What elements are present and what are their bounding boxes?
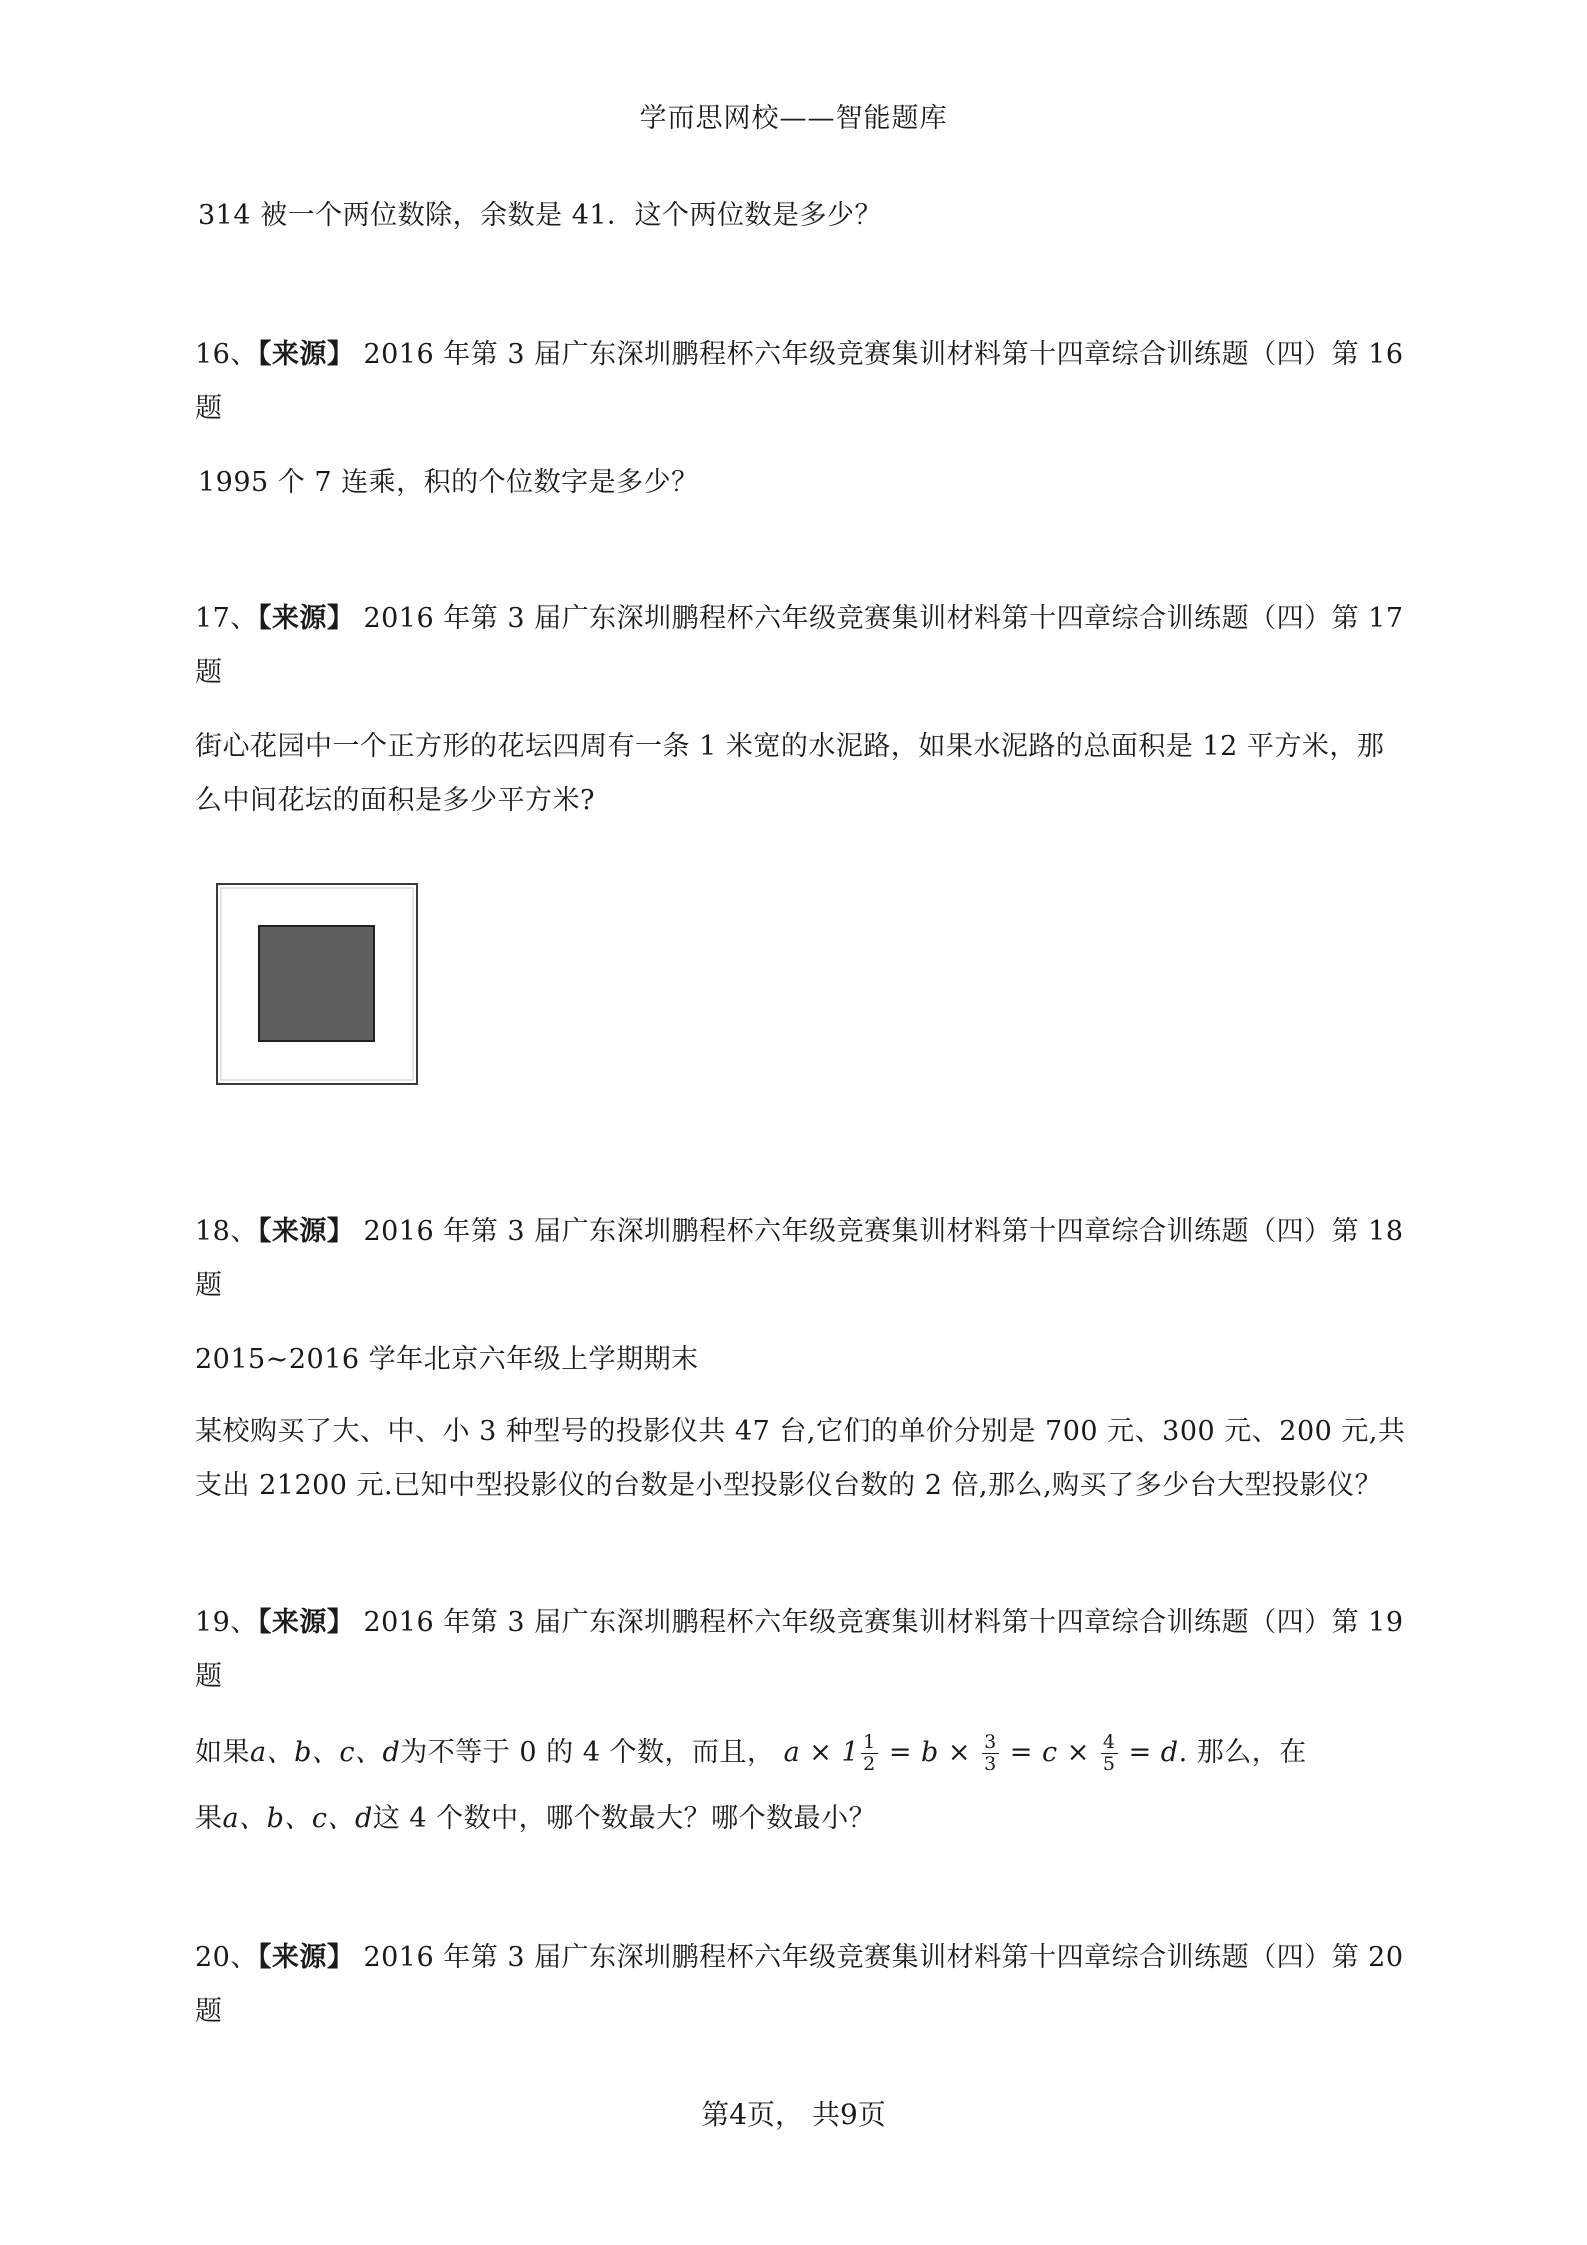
q19-fraction-1 xyxy=(861,1732,878,1775)
q20-number: 20、 xyxy=(195,1942,258,1973)
q16-source: 2016 年第 3 届广东深圳鹏程杯六年级竞赛集训材料第十四章综合训练题（四）第 16 xyxy=(354,339,1404,370)
q17-source-tag: 【来源】 xyxy=(257,603,355,634)
q19-eq-part-b: = b × xyxy=(879,1737,981,1768)
q18-text-line1: 某校购买了大、中、小 3 种型号的投影仪共 47 台,它们的单价分别是 700 元、300 元、200 元,共 xyxy=(195,1416,1406,1447)
q19-eq-part-a: a × 1 xyxy=(783,1737,860,1768)
q20-source: 2016 年第 3 届广东深圳鹏程杯六年级竞赛集训材料第十四章综合训练题（四）第 20 xyxy=(354,1942,1404,1973)
q19-variables: a、b、c、d xyxy=(250,1737,401,1768)
q19-eq-part-d: = d xyxy=(1119,1737,1179,1768)
q18-subtitle: 2015~2016 学年北京六年级上学期期末 xyxy=(195,1344,699,1375)
q19-fraction-3-numerator: 4 xyxy=(1102,1731,1116,1753)
q19-number: 19、 xyxy=(195,1607,258,1638)
q18-source: 2016 年第 3 届广东深圳鹏程杯六年级竞赛集训材料第十四章综合训练题（四）第 18 xyxy=(354,1216,1404,1247)
q19-fraction-2 xyxy=(982,1732,999,1775)
q19-fraction-2-numerator: 3 xyxy=(984,1731,997,1753)
q18-number: 18、 xyxy=(195,1216,258,1247)
q19-question: 这 4 个数中，哪个数最大？哪个数最小？ xyxy=(372,1803,877,1834)
q19-source-tag: 【来源】 xyxy=(257,1607,355,1638)
q20-source-tag: 【来源】 xyxy=(257,1942,355,1973)
q19-fraction-1-denominator: 2 xyxy=(863,1753,876,1775)
q19-text-then: . 那么，在 xyxy=(1178,1737,1307,1768)
q19-fraction-3-denominator: 5 xyxy=(1102,1753,1116,1775)
q19-eq-part-c: = c × xyxy=(1000,1737,1099,1768)
q19-text-line1 xyxy=(195,1730,1307,1775)
q17-source-end: 题 xyxy=(195,657,223,688)
q19-variables-repeat: a、b、c、d xyxy=(222,1803,373,1834)
q19-text-intro: 如果 xyxy=(195,1737,250,1768)
q19-text-condition: 为不等于 0 的 4 个数，而且， xyxy=(400,1737,775,1768)
q17-text-line2: 么中间花坛的面积是多少平方米? xyxy=(195,785,595,816)
q19-text-line2 xyxy=(195,1796,876,1835)
flower-bed-square xyxy=(259,926,374,1041)
page-header: 学而思网校——智能题库 xyxy=(639,103,948,134)
q16-source-line xyxy=(195,332,1404,371)
q17-source-line xyxy=(195,596,1404,635)
q19-text-line2-start: 果 xyxy=(195,1803,223,1834)
q18-text-line2: 支出 21200 元.已知中型投影仪的台数是小型投影仪台数的 2 倍,那么,购买了多少台大型投影仪？ xyxy=(195,1470,1383,1501)
q19-equation xyxy=(783,1731,1179,1775)
page-footer: 第4页， 共9页 xyxy=(701,2098,886,2131)
q16-source-tag: 【来源】 xyxy=(257,339,355,370)
q18-source-line xyxy=(195,1209,1404,1248)
q19-source: 2016 年第 3 届广东深圳鹏程杯六年级竞赛集训材料第十四章综合训练题（四）第 19 xyxy=(354,1607,1404,1638)
q16-source-end: 题 xyxy=(195,393,223,424)
q20-source-end: 题 xyxy=(195,1996,223,2027)
q19-fraction-1-numerator: 1 xyxy=(863,1731,876,1753)
q19-fraction-2-denominator: 3 xyxy=(984,1753,997,1775)
q18-source-tag: 【来源】 xyxy=(257,1216,355,1247)
q19-fraction-3 xyxy=(1101,1732,1118,1775)
q20-source-line xyxy=(195,1935,1404,1974)
q17-text-line1: 街心花园中一个正方形的花坛四周有一条 1 米宽的水泥路，如果水泥路的总面积是 12 平方米，那 xyxy=(195,731,1385,762)
q19-source-line xyxy=(195,1600,1404,1639)
q18-source-end: 题 xyxy=(195,1270,223,1301)
q17-source: 2016 年第 3 届广东深圳鹏程杯六年级竞赛集训材料第十四章综合训练题（四）第 17 xyxy=(354,603,1404,634)
q16-text: 1995 个 7 连乘，积的个位数字是多少？ xyxy=(198,467,699,498)
q19-source-end: 题 xyxy=(195,1661,223,1692)
q15-text: 314 被一个两位数除，余数是 41．这个两位数是多少？ xyxy=(198,200,883,231)
garden-square-figure xyxy=(214,881,420,1087)
q16-number: 16、 xyxy=(195,339,258,370)
q17-number: 17、 xyxy=(195,603,258,634)
